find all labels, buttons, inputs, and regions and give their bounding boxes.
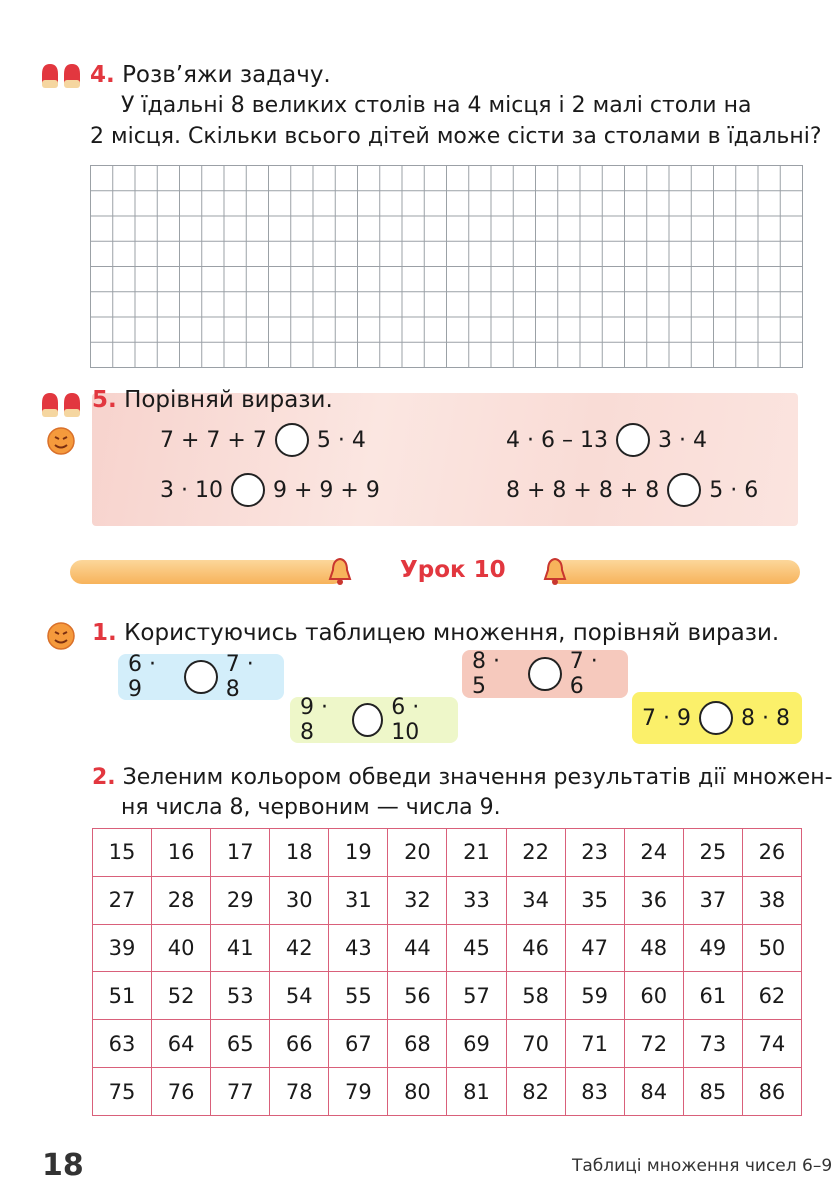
table-row [93,876,802,924]
table-row [93,1068,802,1116]
number-cell[interactable]: 37 [683,876,742,924]
mittens-icon [38,389,84,419]
number-cell[interactable]: 67 [329,1020,388,1068]
number-cell[interactable]: 57 [447,972,506,1020]
expression-right: 8 · 8 [740,705,790,731]
number-cell[interactable]: 41 [211,924,270,972]
number-cell[interactable]: 31 [329,876,388,924]
number-cell[interactable]: 17 [211,829,270,877]
table-row [93,924,802,972]
task-5-heading [92,387,333,413]
number-cell[interactable]: 53 [211,972,270,1020]
number-cell[interactable]: 28 [152,876,211,924]
task-5-comparison-1 [160,423,366,457]
expression-left: 8 + 8 + 8 + 8 [506,477,660,503]
task-1-comparison-3 [290,697,458,743]
number-cell[interactable]: 33 [447,876,506,924]
number-cell[interactable]: 78 [270,1068,329,1116]
expression-left: 6 · 9 [128,652,156,702]
task-4-text-line-2: 2 місця. Скільки всього дітей може сісти за столами в їдальні? [90,124,822,149]
number-cell[interactable]: 22 [506,829,565,877]
expression-left: 7 · 9 [642,705,691,731]
number-cell[interactable]: 32 [388,876,447,924]
number-cell[interactable]: 36 [624,876,683,924]
number-cell[interactable]: 40 [152,924,211,972]
task-2-text-line-1 [92,765,833,790]
task-1-comparison-1 [118,654,284,700]
expression-right: 3 · 4 [657,427,707,453]
task-5-comparison-3 [160,473,380,507]
answer-grid[interactable] [90,165,803,368]
number-cell[interactable]: 52 [152,972,211,1020]
number-cell[interactable]: 21 [447,829,506,877]
comparison-circle[interactable] [699,701,733,735]
number-cell[interactable]: 27 [93,876,152,924]
expression-right: 6 · 10 [391,695,420,745]
lesson-banner-left [70,560,345,584]
number-cell[interactable]: 15 [93,829,152,877]
number-cell[interactable]: 64 [152,1020,211,1068]
number-cell[interactable]: 19 [329,829,388,877]
expression-right: 5 · 6 [709,477,759,503]
number-cell[interactable]: 75 [93,1068,152,1116]
number-cell[interactable]: 69 [447,1020,506,1068]
number-cell[interactable]: 20 [388,829,447,877]
number-cell[interactable]: 35 [565,876,624,924]
expression-right: 5 · 4 [316,427,366,453]
number-cell[interactable]: 68 [388,1020,447,1068]
number-cell[interactable]: 81 [447,1068,506,1116]
number-cell[interactable]: 16 [152,829,211,877]
number-cell[interactable]: 76 [152,1068,211,1116]
task-5-comparison-2 [506,423,707,457]
number-cell[interactable]: 43 [329,924,388,972]
task-4-number: 4. [90,62,115,88]
number-cell[interactable]: 48 [624,924,683,972]
comparison-circle[interactable] [352,703,383,737]
number-cell[interactable]: 50 [742,924,801,972]
expression-right: 9 + 9 + 9 [272,477,380,503]
expression-left: 9 · 8 [300,695,328,745]
number-cell[interactable]: 38 [742,876,801,924]
number-cell[interactable]: 70 [506,1020,565,1068]
number-cell[interactable]: 26 [742,829,801,877]
number-cell[interactable]: 74 [742,1020,801,1068]
number-cell[interactable]: 73 [683,1020,742,1068]
expression-left: 3 · 10 [160,477,223,503]
numbers-table [92,828,802,1116]
number-cell[interactable]: 77 [211,1068,270,1116]
table-row [93,1020,802,1068]
number-cell[interactable]: 56 [388,972,447,1020]
number-cell[interactable]: 83 [565,1068,624,1116]
task-2-number: 2. [92,765,116,790]
number-cell[interactable]: 29 [211,876,270,924]
task-1-comparison-2 [462,650,628,698]
task-1-heading [92,620,779,646]
bell-icon [325,556,355,586]
page-number: 18 [42,1148,84,1183]
number-cell[interactable]: 65 [211,1020,270,1068]
number-cell[interactable]: 49 [683,924,742,972]
comparison-circle[interactable] [184,660,218,694]
number-cell[interactable]: 62 [742,972,801,1020]
number-cell[interactable]: 23 [565,829,624,877]
number-cell[interactable]: 42 [270,924,329,972]
number-cell[interactable]: 80 [388,1068,447,1116]
number-cell[interactable]: 72 [624,1020,683,1068]
task-5-title: Порівняй вирази. [124,387,333,413]
number-cell[interactable]: 58 [506,972,565,1020]
task-2-text: Зеленим кольором обведи значення результатів дії множен- [122,765,833,790]
number-cell[interactable]: 47 [565,924,624,972]
number-cell[interactable]: 82 [506,1068,565,1116]
task-1-number: 1. [92,620,117,646]
number-cell[interactable]: 71 [565,1020,624,1068]
comparison-circle[interactable] [528,657,562,691]
comparison-circle[interactable] [667,473,701,507]
number-cell[interactable]: 18 [270,829,329,877]
expression-left: 8 · 5 [472,649,500,699]
task-1-comparison-4 [632,692,802,744]
section-title: Таблиці множення чисел 6–9 [572,1156,833,1176]
number-cell[interactable]: 59 [565,972,624,1020]
task-1-title: Користуючись таблицею множення, порівняй вирази. [124,620,780,646]
number-cell[interactable]: 51 [93,972,152,1020]
task-2-text-line-2: ня числа 8, червоним — числа 9. [121,795,501,820]
number-cell[interactable]: 34 [506,876,565,924]
expression-left: 4 · 6 – 13 [506,427,608,453]
smiley-icon [46,621,76,651]
task-4-text-line-1: У їдальні 8 великих столів на 4 місця і 2 малі столи на [121,93,752,118]
smiley-icon [46,426,76,456]
expression-right: 7 · 6 [569,649,598,699]
table-row [93,972,802,1020]
table-row [93,829,802,877]
expression-left: 7 + 7 + 7 [160,427,267,453]
expression-right: 7 · 8 [225,652,254,702]
bell-icon [540,556,570,586]
mittens-icon [38,60,84,90]
number-cell[interactable]: 44 [388,924,447,972]
number-cell[interactable]: 86 [742,1068,801,1116]
number-cell[interactable]: 30 [270,876,329,924]
number-cell[interactable]: 79 [329,1068,388,1116]
task-5-number: 5. [92,387,117,413]
number-cell[interactable]: 46 [506,924,565,972]
comparison-circle[interactable] [275,423,309,457]
lesson-title: Урок 10 [400,557,506,583]
number-cell[interactable]: 85 [683,1068,742,1116]
number-cell[interactable]: 63 [93,1020,152,1068]
number-cell[interactable]: 45 [447,924,506,972]
number-cell[interactable]: 54 [270,972,329,1020]
comparison-circle[interactable] [231,473,265,507]
number-cell[interactable]: 39 [93,924,152,972]
number-cell[interactable]: 55 [329,972,388,1020]
task-5-comparison-4 [506,473,758,507]
number-cell[interactable]: 61 [683,972,742,1020]
number-cell[interactable]: 24 [624,829,683,877]
number-cell[interactable]: 60 [624,972,683,1020]
lesson-banner-right [548,560,800,584]
task-4-heading [90,62,331,88]
number-cell[interactable]: 84 [624,1068,683,1116]
number-cell[interactable]: 66 [270,1020,329,1068]
number-cell[interactable]: 25 [683,829,742,877]
task-4-title: Розв’яжи задачу. [122,62,331,88]
comparison-circle[interactable] [616,423,650,457]
